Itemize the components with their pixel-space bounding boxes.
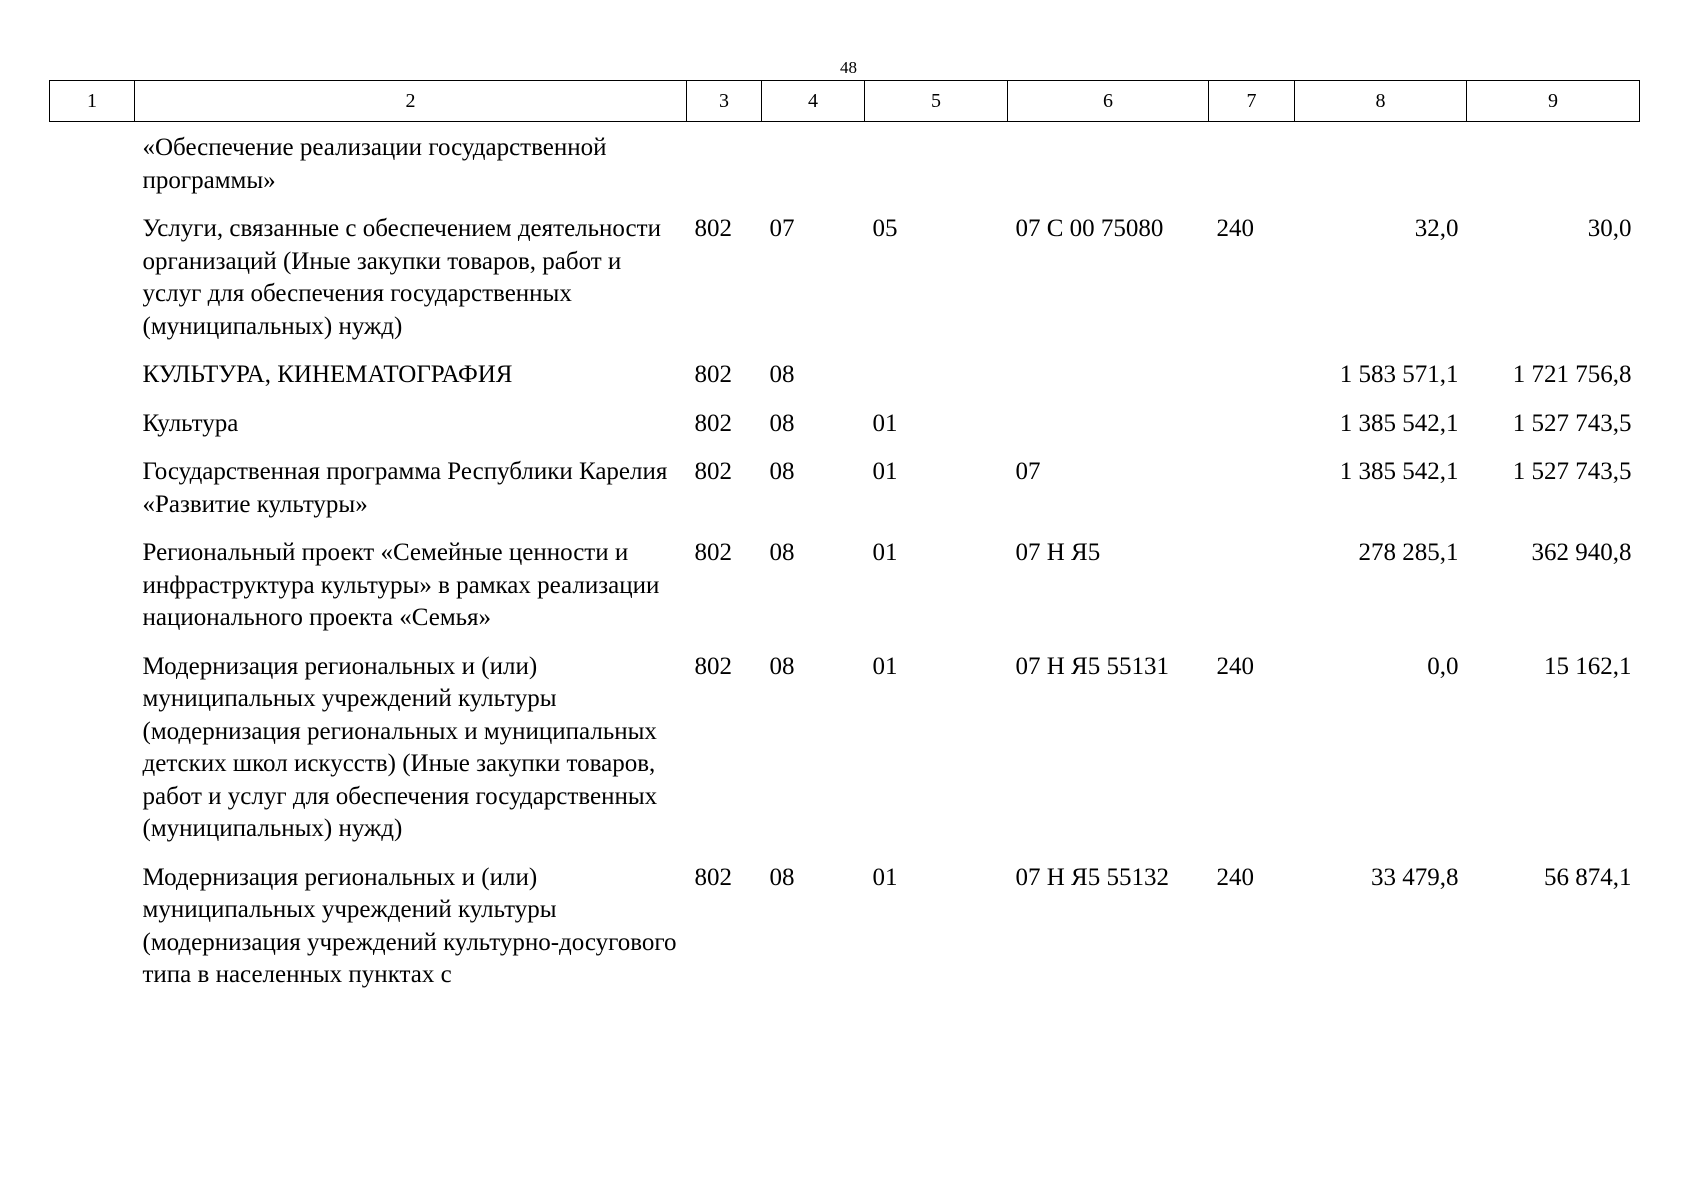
row-name: Модернизация региональных и (или) муниципальных учреждений культуры (модернизация учреждений культурно-досугового типа в населенных пунктах с [142, 863, 677, 988]
column-header-6: 6 [1008, 81, 1209, 122]
cell-empty [50, 408, 135, 457]
cell-amount-2: 1 721 756,8 [1512, 361, 1632, 388]
table-row [50, 359, 1640, 408]
header-row [50, 81, 1640, 122]
cell-razdel: 07 [769, 215, 795, 242]
column-header-7: 7 [1209, 81, 1295, 122]
cell-amount-1: 1 583 571,1 [1339, 361, 1459, 388]
table-row [50, 122, 1640, 214]
cell-empty [50, 651, 135, 862]
cell-glava: 802 [694, 215, 732, 242]
row-name: «Обеспечение реализации государственной программы» [142, 134, 607, 194]
cell-razdel: 08 [769, 863, 795, 891]
cell-glava: 802 [694, 361, 732, 388]
cell-empty [50, 213, 135, 359]
cell-podrazdel: 01 [872, 458, 898, 485]
row-name: Государственная программа Республики Карелия «Развитие культуры» [142, 458, 668, 518]
cell-amount-2 [1467, 122, 1640, 214]
table-header [50, 81, 1640, 122]
cell-podrazdel [865, 359, 1008, 408]
cell-target-article: 07 [1015, 458, 1041, 485]
table-row [50, 862, 1640, 1008]
column-header-8: 8 [1295, 81, 1467, 122]
cell-podrazdel: 01 [872, 409, 898, 437]
table-row [50, 537, 1640, 651]
cell-target-article [1008, 122, 1209, 214]
cell-target-article: 07 Н Я5 55131 [1015, 652, 1169, 680]
cell-empty [50, 537, 135, 651]
cell-razdel: 08 [769, 409, 795, 437]
row-name: Модернизация региональных и (или) муниципальных учреждений культуры (модернизация региональных и муниципальных детских школ искусств) (Иные закупки товаров, работ и услуг для обеспечения государственных (муниципальных) нужд) [142, 652, 658, 842]
cell-podrazdel: 01 [872, 652, 898, 680]
cell-glava: 802 [694, 863, 732, 891]
cell-target-article [1008, 408, 1209, 457]
cell-razdel: 08 [769, 458, 795, 485]
cell-target-article: 07 Н Я5 [1015, 539, 1101, 566]
cell-amount-2: 362 940,8 [1531, 539, 1632, 566]
cell-amount-1 [1295, 122, 1467, 214]
cell-amount-2: 56 874,1 [1544, 863, 1632, 891]
cell-podrazdel: 01 [872, 539, 898, 566]
cell-razdel: 08 [769, 652, 795, 680]
cell-expense-type: 240 [1216, 652, 1254, 680]
cell-expense-type [1209, 456, 1295, 537]
row-name: КУЛЬТУРА, КИНЕМАТОГРАФИЯ [142, 361, 513, 388]
table-row [50, 456, 1640, 537]
cell-razdel [762, 122, 865, 214]
cell-amount-2: 15 162,1 [1544, 652, 1632, 680]
cell-empty [50, 862, 135, 1008]
cell-glava: 802 [694, 652, 732, 680]
page-number: 48 [840, 58, 857, 77]
column-header-3: 3 [687, 81, 762, 122]
cell-expense-type: 240 [1216, 215, 1254, 242]
cell-amount-1: 33 479,8 [1371, 863, 1459, 891]
table-body [50, 122, 1640, 1008]
table-row [50, 651, 1640, 862]
cell-glava: 802 [694, 539, 732, 566]
cell-empty [50, 359, 135, 408]
column-header-1: 1 [50, 81, 135, 122]
cell-podrazdel [865, 122, 1008, 214]
cell-podrazdel: 01 [872, 863, 898, 891]
cell-razdel: 08 [769, 361, 795, 388]
cell-amount-2: 30,0 [1587, 215, 1632, 242]
cell-amount-1: 0,0 [1427, 652, 1459, 680]
cell-amount-1: 32,0 [1414, 215, 1459, 242]
cell-glava [687, 122, 762, 214]
cell-expense-type: 240 [1216, 863, 1254, 891]
cell-expense-type [1209, 359, 1295, 408]
cell-target-article [1008, 359, 1209, 408]
cell-amount-1: 278 285,1 [1358, 539, 1459, 566]
cell-empty [50, 122, 135, 214]
column-header-5: 5 [865, 81, 1008, 122]
table-row [50, 408, 1640, 457]
row-name: Услуги, связанные с обеспечением деятельности организаций (Иные закупки товаров, работ и услуг для обеспечения государственных (муниципальных) нужд) [142, 215, 661, 340]
cell-expense-type [1209, 537, 1295, 651]
column-header-9: 9 [1467, 81, 1640, 122]
cell-amount-2: 1 527 743,5 [1512, 458, 1632, 485]
cell-target-article: 07 С 00 75080 [1015, 215, 1164, 242]
table-row [50, 213, 1640, 359]
cell-razdel: 08 [769, 539, 795, 566]
cell-glava: 802 [694, 409, 732, 437]
cell-empty [50, 456, 135, 537]
cell-amount-1: 1 385 542,1 [1339, 409, 1459, 437]
cell-amount-1: 1 385 542,1 [1339, 458, 1459, 485]
cell-target-article: 07 Н Я5 55132 [1015, 863, 1169, 891]
row-name: Культура [142, 409, 239, 437]
column-header-4: 4 [762, 81, 865, 122]
column-header-2: 2 [135, 81, 687, 122]
budget-table [49, 80, 1640, 1008]
cell-expense-type [1209, 122, 1295, 214]
cell-amount-2: 1 527 743,5 [1512, 409, 1632, 437]
cell-podrazdel: 05 [872, 215, 898, 242]
cell-expense-type [1209, 408, 1295, 457]
cell-glava: 802 [694, 458, 732, 485]
row-name: Региональный проект «Семейные ценности и инфраструктура культуры» в рамках реализации национального проекта «Семья» [142, 539, 660, 631]
